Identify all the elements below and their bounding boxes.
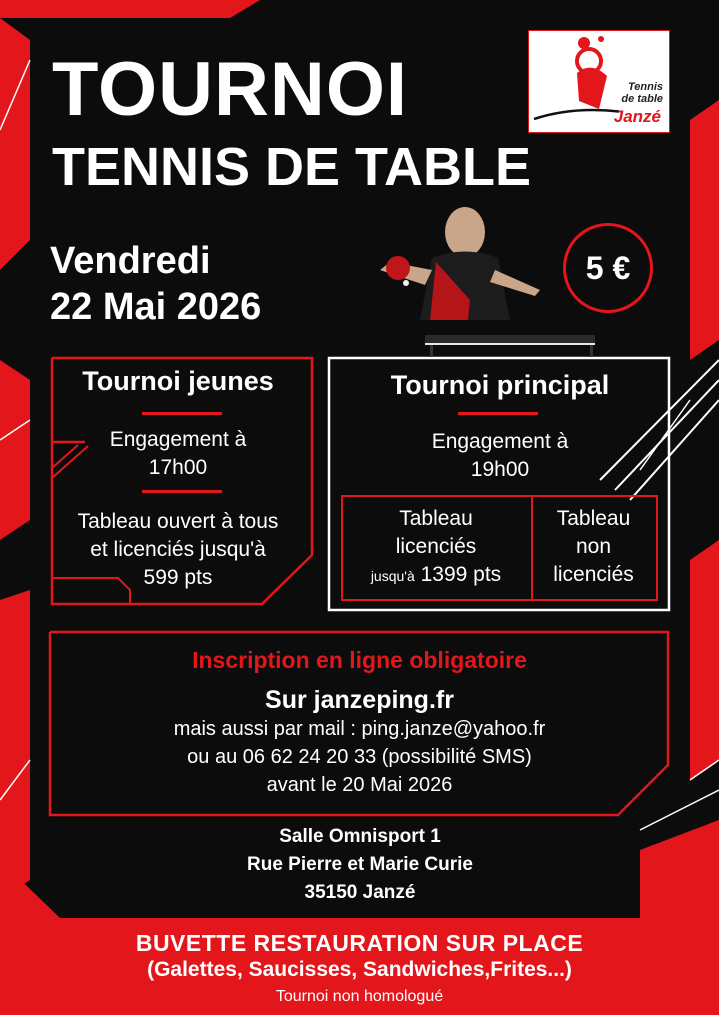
tableau-licencies-line2: licenciés	[395, 535, 477, 558]
title-line2: TENNIS DE TABLE	[52, 137, 532, 197]
footer-food-list: (Galettes, Saucisses, Sandwiches,Frites...)	[147, 958, 572, 981]
principal-engagement-time: 19h00	[470, 458, 530, 481]
principal-title: Tournoi principal	[390, 370, 610, 400]
logo-text-line2: de table	[621, 93, 663, 105]
jeunes-title: Tournoi jeunes	[82, 366, 274, 396]
tableau-licencies-line3	[343, 561, 529, 590]
date-full: 22 Mai 2026	[50, 286, 262, 328]
jeunes-engagement-time: 17h00	[148, 456, 208, 479]
tableau-licencies-line1: Tableau	[399, 507, 473, 530]
principal-engagement-label: Engagement à	[431, 430, 569, 453]
tableau-non-licencies-line2: non	[575, 535, 612, 558]
jeunes-desc-line3: 599 pts	[143, 566, 213, 589]
title-line1: TOURNOI	[52, 47, 409, 132]
logo-text-line1: Tennis	[627, 81, 663, 93]
jeunes-engagement-label: Engagement à	[109, 428, 247, 451]
address-line2: Rue Pierre et Marie Curie	[247, 854, 473, 875]
address-line3: 35150 Janzé	[304, 882, 416, 903]
jeunes-desc-line1: Tableau ouvert à tous	[77, 510, 279, 533]
inscription-phone: ou au 06 62 24 20 33 (possibilité SMS)	[187, 746, 532, 768]
tableau-licencies-points: 1399 pts	[420, 563, 502, 586]
inscription-website: Sur janzeping.fr	[265, 686, 454, 714]
footer-buvette: BUVETTE RESTAURATION SUR PLACE	[135, 930, 584, 956]
footer-note: Tournoi non homologué	[275, 988, 444, 1005]
price-badge: 5 €	[563, 223, 653, 313]
jeunes-divider-top	[142, 412, 222, 415]
inscription-mail: mais aussi par mail : ping.janze@yahoo.fr	[173, 718, 546, 740]
player-illustration	[380, 207, 595, 357]
tableau-non-licencies-line1: Tableau	[556, 507, 631, 530]
jeunes-divider-bottom	[142, 490, 222, 493]
tableau-licencies-jusqua: jusqu'à	[370, 568, 415, 584]
address-line1: Salle Omnisport 1	[279, 826, 441, 847]
ping-pong-player-logo-icon	[529, 31, 619, 126]
logo-text-line3: Janzé	[613, 107, 661, 126]
principal-divider	[458, 412, 538, 415]
club-logo	[528, 30, 670, 133]
inscription-title: Inscription en ligne obligatoire	[192, 647, 527, 673]
tableau-non-licencies-line3: licenciés	[553, 563, 634, 586]
inscription-deadline: avant le 20 Mai 2026	[266, 774, 453, 796]
date-day: Vendredi	[50, 240, 211, 282]
jeunes-desc-line2: et licenciés jusqu'à	[90, 538, 266, 561]
